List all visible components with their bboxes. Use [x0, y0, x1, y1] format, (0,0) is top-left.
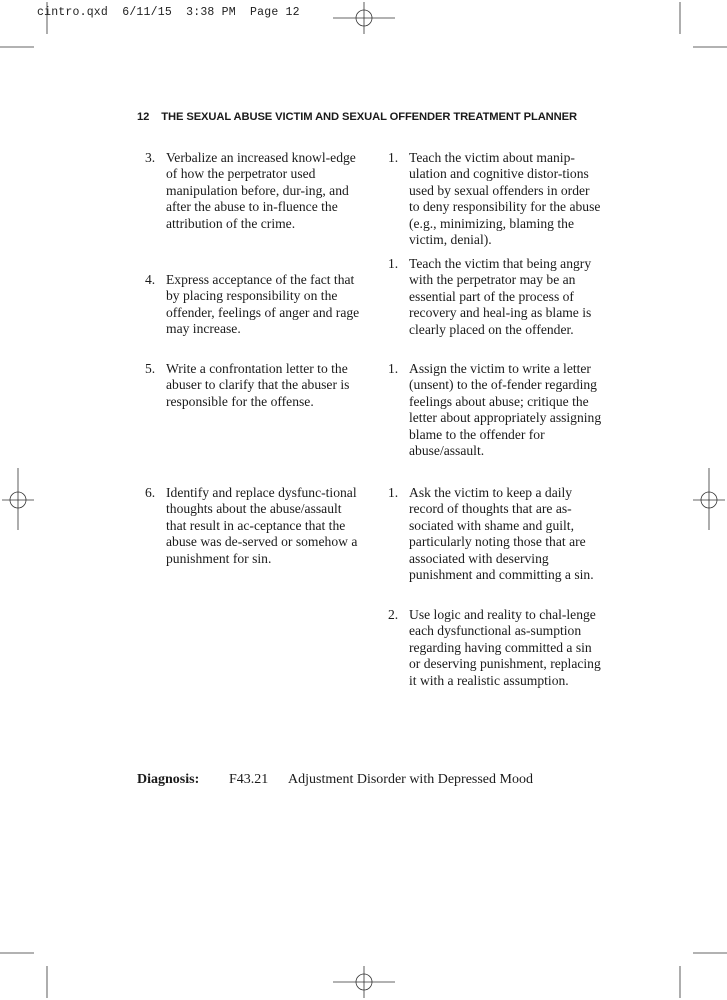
registration-mark-right	[693, 468, 725, 530]
intervention-text: Teach the victim about manip-ulation and cognitive distor-tions used by sexual offenders in order to deny responsibility for the abuse (e.g., minimizing, blaming the victim, denial).	[409, 150, 601, 248]
diagnosis-label: Diagnosis:	[137, 772, 200, 787]
intervention-text: Assign the victim to write a letter (unsent) to the of-fender regarding feelings about abuse; critique the letter about appropriately assigning blame to the offender for abuse/assault.	[409, 361, 602, 459]
intervention-text: Teach the victim that being angry with the perpetrator may be an essential part of the process of recovery and heal-ing as blame is clearly placed on the offender.	[409, 256, 592, 337]
objective-text: Verbalize an increased knowl-edge of how the perpetrator used manipulation before, dur-ing, and after the abuse to in-fluence the attribution of the crime.	[166, 150, 356, 231]
intervention-item	[388, 150, 603, 248]
intervention-item	[388, 485, 603, 583]
intervention-number: 1.	[388, 361, 399, 376]
diagnosis-description: Adjustment Disorder with Depressed Mood	[288, 772, 533, 787]
objective-number: 5.	[145, 361, 156, 376]
running-head	[137, 111, 577, 123]
running-head-title: THE SEXUAL ABUSE VICTIM AND SEXUAL OFFENDER TREATMENT PLANNER	[161, 111, 577, 123]
intervention-item	[388, 256, 603, 338]
page-number: 12	[137, 111, 150, 123]
registration-mark-top	[333, 2, 395, 34]
objective-text: Express acceptance of the fact that by placing responsibility on the offender, feelings of anger and rage may increase.	[166, 272, 360, 337]
objective-item	[145, 361, 360, 410]
intervention-item	[388, 607, 603, 689]
intervention-number: 2.	[388, 607, 399, 622]
file-slug: cintro.qxd 6/11/15 3:38 PM Page 12	[37, 6, 300, 19]
objective-item	[145, 150, 360, 232]
objective-text: Identify and replace dysfunc-tional thoughts about the abuse/assault that result in ac-ceptance that the abuse was de-served or somehow a punishment for sin.	[166, 485, 358, 566]
objective-number: 3.	[145, 150, 156, 165]
registration-mark-left	[2, 468, 34, 530]
intervention-number: 1.	[388, 485, 399, 500]
intervention-number: 1.	[388, 256, 399, 271]
objective-number: 6.	[145, 485, 156, 500]
intervention-number: 1.	[388, 150, 399, 165]
registration-mark-bottom	[333, 966, 395, 998]
objective-text: Write a confrontation letter to the abuser to clarify that the abuser is responsible for the offense.	[166, 361, 350, 409]
diagnosis-code: F43.21	[229, 772, 269, 787]
intervention-item	[388, 361, 603, 459]
objective-item	[145, 272, 360, 338]
intervention-text: Ask the victim to keep a daily record of thoughts that are as-sociated with shame and guilt, particularly noting those that are associated with deserving punishment and committing a sin.	[409, 485, 594, 583]
intervention-text: Use logic and reality to chal-lenge each dysfunctional as-sumption regarding having committed a sin or deserving punishment, replacing it with a realistic assumption.	[409, 607, 601, 688]
objective-item	[145, 485, 360, 567]
objective-number: 4.	[145, 272, 156, 287]
